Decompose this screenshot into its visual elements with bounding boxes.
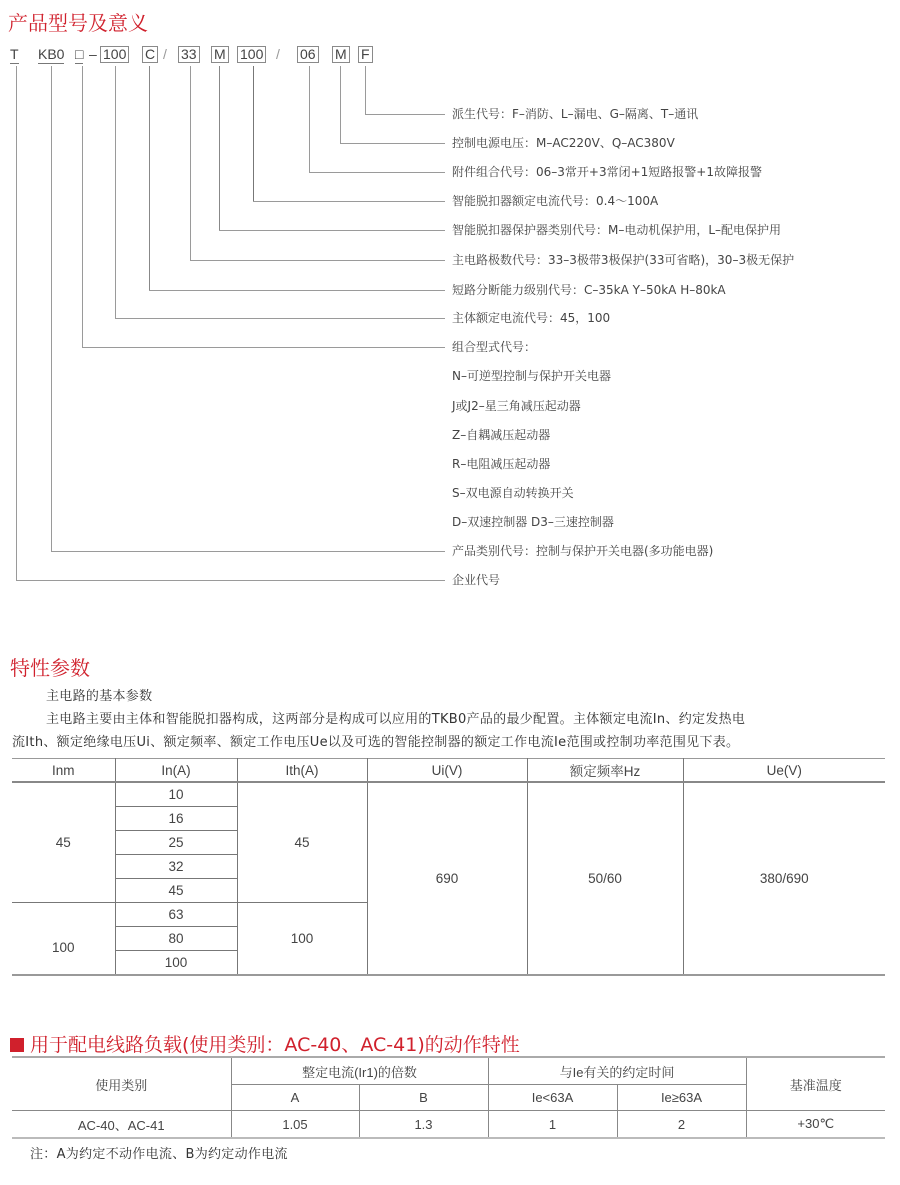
cell-inm: 45	[12, 782, 115, 903]
code-06: 06	[297, 46, 319, 63]
table-row	[12, 1111, 885, 1139]
section-title-text: 用于配电线路负载(使用类别：AC-40、AC-41)的动作特性	[30, 1034, 520, 1056]
header-ge63: Ie≥63A	[617, 1085, 746, 1111]
combination-type-item: S–双电源自动转换开关	[452, 486, 574, 500]
desc-body-current: 主体额定电流代号：45，100	[452, 311, 611, 325]
connector-h	[115, 318, 445, 319]
cell-in: 25	[115, 831, 237, 855]
desc-accessory-code: 附件组合代号：06–3常开+3常闭+1短路报警+1故障报警	[452, 165, 762, 179]
connector-h	[365, 114, 445, 115]
connector-h	[16, 580, 445, 581]
cell-ith: 45	[237, 782, 367, 903]
combination-type-item: Z–自耦减压起动器	[452, 428, 551, 442]
code-dash: –	[89, 46, 97, 62]
connector-h	[309, 172, 445, 173]
header-ui: Ui(V)	[367, 759, 527, 783]
combination-type-item: J或J2–星三角减压起动器	[452, 399, 581, 413]
header-ue: Ue(V)	[683, 759, 885, 783]
desc-breaking-capacity: 短路分断能力级别代号：C–35kA Y–50kA H–80kA	[452, 283, 726, 297]
cell-a: 1.05	[231, 1111, 359, 1139]
connector-h	[340, 143, 445, 144]
header-a: A	[231, 1085, 359, 1111]
connector-v	[309, 66, 310, 172]
cell-in: 10	[115, 782, 237, 807]
cell-b: 1.3	[359, 1111, 488, 1139]
square-bullet-icon	[10, 1038, 24, 1052]
footnote: 注：A为约定不动作电流、B为约定动作电流	[30, 1147, 288, 1162]
action-characteristics-table	[12, 1056, 885, 1139]
cell-in: 16	[115, 807, 237, 831]
cell-in: 32	[115, 855, 237, 879]
cell-inm: 100	[12, 903, 115, 976]
cell-ge63: 2	[617, 1111, 746, 1139]
table-header-row	[12, 1057, 885, 1085]
section-title-model-meaning: 产品型号及意义	[8, 11, 148, 35]
connector-v	[365, 66, 366, 114]
header-temperature: 基准温度	[746, 1057, 885, 1111]
cell-in: 100	[115, 951, 237, 976]
cell-ith: 100	[237, 903, 367, 976]
desc-trip-current: 智能脱扣器额定电流代号：0.4～100A	[452, 194, 659, 208]
cell-in: 45	[115, 879, 237, 903]
cell-in: 80	[115, 927, 237, 951]
connector-v	[16, 66, 17, 580]
header-frequency: 额定频率Hz	[527, 759, 683, 783]
cell-ue: 380/690	[683, 782, 885, 975]
combination-type-item: D–双速控制器 D3–三速控制器	[452, 515, 614, 529]
table-header-row	[12, 759, 885, 783]
desc-control-voltage: 控制电源电压：M–AC220V、Q–AC380V	[452, 136, 675, 150]
section-title-characteristics: 特性参数	[10, 656, 90, 680]
code-c: C	[142, 46, 158, 63]
code-slash-2: /	[276, 46, 280, 62]
header-multiple: 整定电流(Ir1)的倍数	[231, 1057, 488, 1085]
main-circuit-parameters-table	[12, 758, 885, 976]
desc-product-category: 产品类别代号：控制与保护开关电器(多功能电器)	[452, 544, 714, 558]
subtitle-main-circuit: 主电路的基本参数	[46, 689, 153, 704]
cell-frequency: 50/60	[527, 782, 683, 975]
code-m-2: M	[332, 46, 350, 63]
header-inm: Inm	[12, 759, 115, 783]
header-b: B	[359, 1085, 488, 1111]
connector-h	[190, 260, 445, 261]
header-lt63: Ie<63A	[488, 1085, 617, 1111]
header-category: 使用类别	[12, 1057, 231, 1111]
paragraph-line-1: 主电路主要由主体和智能脱扣器构成，这两部分是构成可以应用的TKB0产品的最少配置。主体额定电流In、约定发热电	[46, 712, 746, 727]
desc-pole-code: 主电路极数代号：33–3极带3极保护(33可省略)，30–3极无保护	[452, 253, 795, 267]
cell-category: AC-40、AC-41	[12, 1111, 231, 1139]
table-row	[12, 782, 885, 807]
desc-combination-type: 组合型式代号：	[452, 340, 537, 354]
code-33: 33	[178, 46, 200, 63]
connector-h	[253, 201, 445, 202]
desc-trip-protection-type: 智能脱扣器保护器类别代号：M–电动机保护用，L–配电保护用	[452, 223, 782, 237]
header-time: 与Ie有关的约定时间	[488, 1057, 746, 1085]
cell-temperature: +30℃	[746, 1111, 885, 1139]
header-in: In(A)	[115, 759, 237, 783]
paragraph-line-2: 流Ith、额定绝缘电压Ui、额定频率、额定工作电压Ue以及可选的智能控制器的额定工作电流Ie范围或控制功率范围见下表。	[12, 735, 740, 750]
code-100: 100	[100, 46, 129, 63]
connector-h	[149, 290, 445, 291]
combination-type-item: R–电阻减压起动器	[452, 457, 551, 471]
connector-v	[219, 66, 220, 230]
connector-h	[51, 551, 445, 552]
connector-h	[82, 347, 445, 348]
connector-v	[82, 66, 83, 347]
cell-in: 63	[115, 903, 237, 927]
code-kb0: KB0	[38, 46, 65, 62]
cell-lt63: 1	[488, 1111, 617, 1139]
desc-derivative-code: 派生代号：F–消防、L–漏电、G–隔离、T–通讯	[452, 107, 699, 121]
code-m: M	[211, 46, 229, 63]
connector-v	[340, 66, 341, 143]
code-combination-box: □	[75, 46, 84, 62]
code-t: T	[10, 46, 19, 62]
connector-h	[219, 230, 445, 231]
section-title-action-characteristics	[10, 1030, 520, 1057]
header-ith: Ith(A)	[237, 759, 367, 783]
code-f: F	[358, 46, 373, 63]
connector-v	[149, 66, 150, 290]
code-100-trip: 100	[237, 46, 266, 63]
cell-ui: 690	[367, 782, 527, 975]
desc-company-code: 企业代号	[452, 573, 501, 587]
connector-v	[253, 66, 254, 201]
connector-v	[115, 66, 116, 318]
combination-type-item: N–可逆型控制与保护开关电器	[452, 369, 611, 383]
connector-v	[190, 66, 191, 260]
connector-v	[51, 66, 52, 551]
code-slash: /	[163, 46, 167, 62]
